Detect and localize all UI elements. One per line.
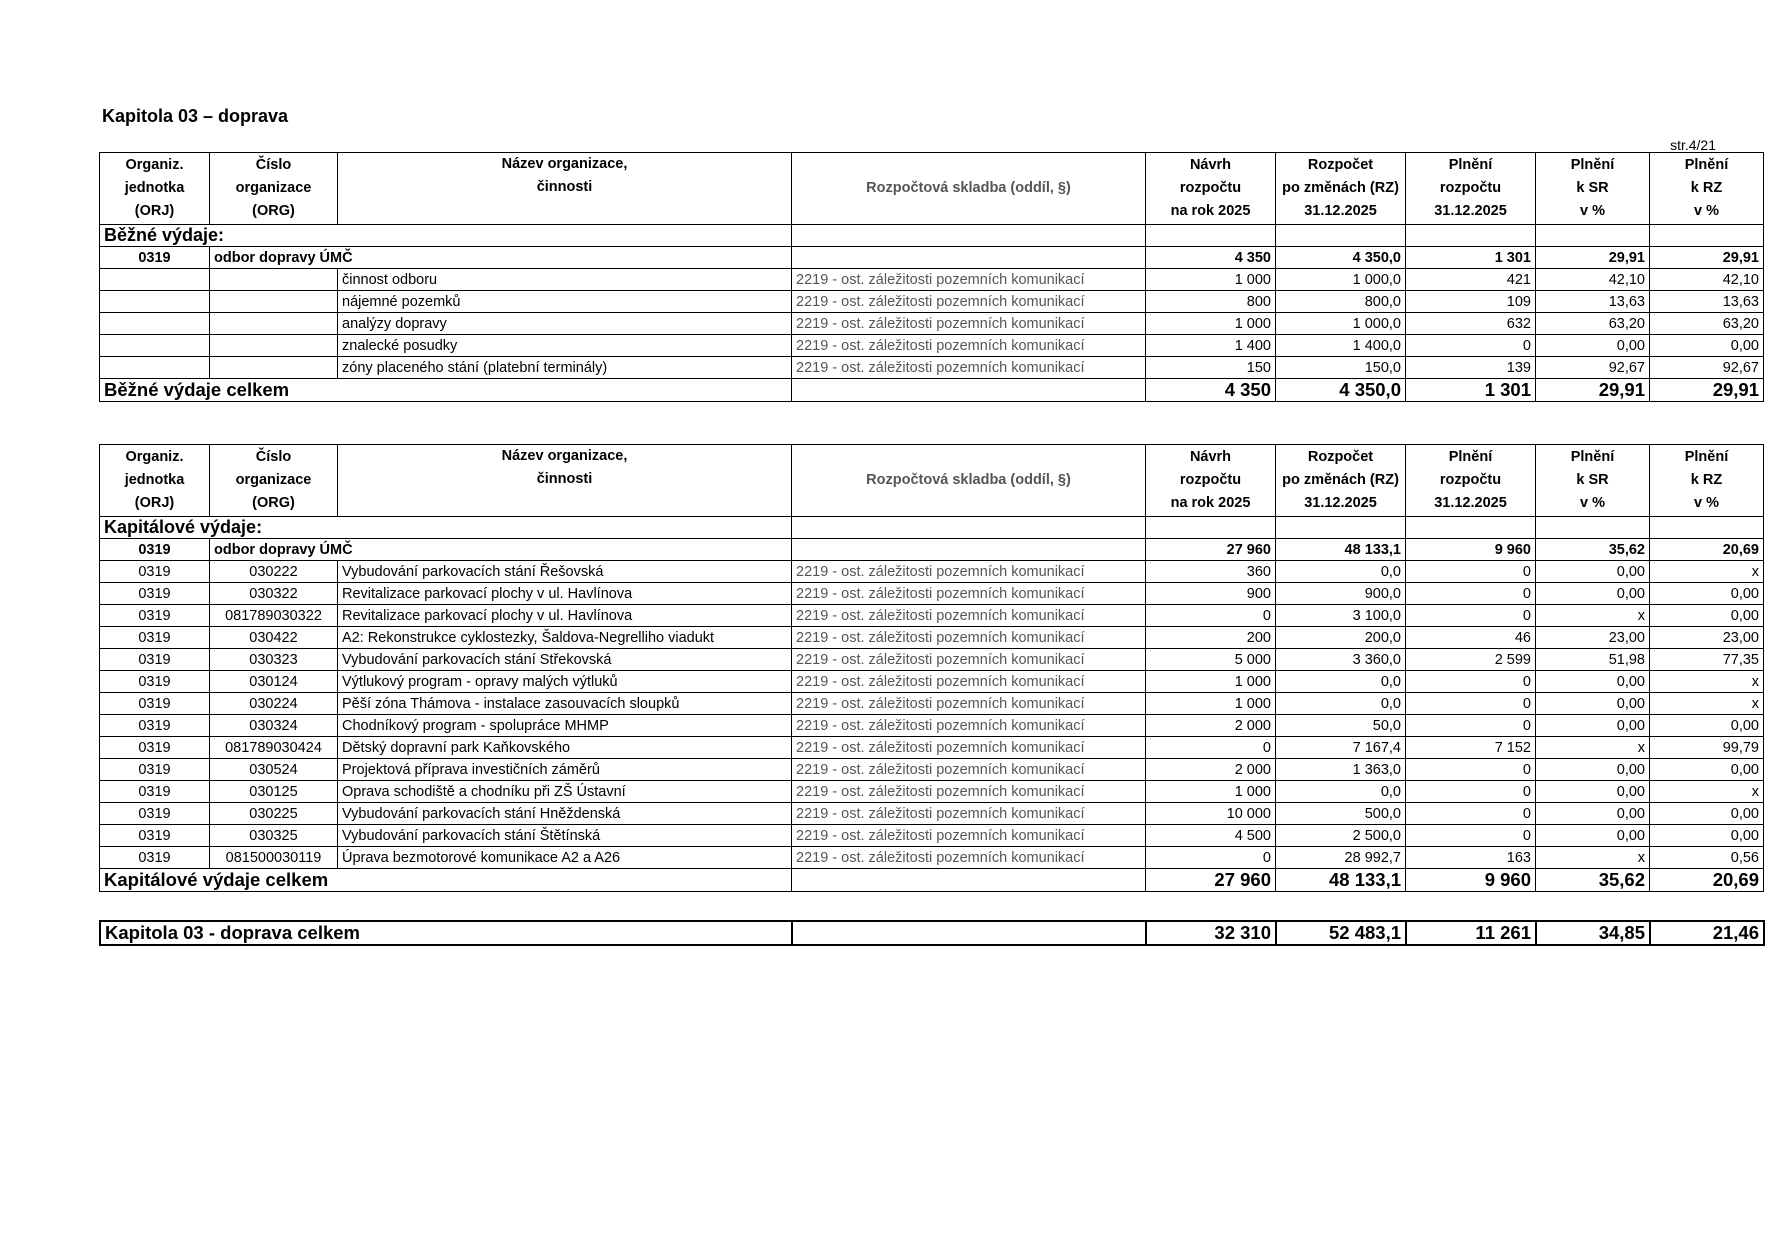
rz-cell: 1 000,0 [1276,313,1406,335]
plneni-cell: 46 [1406,627,1536,649]
rz-cell: 2 500,0 [1276,825,1406,847]
navrh-cell: 1 000 [1146,693,1276,715]
rz-cell: 28 992,7 [1276,847,1406,869]
project-name-cell: Vybudování parkovacích stání Řešovská [338,561,792,583]
org-cell: 030322 [210,583,338,605]
col-header-nazev: Název organizace, činnosti [338,153,792,225]
plneni-cell: 0 [1406,335,1536,357]
plneni-sr-cell: 51,98 [1536,649,1650,671]
col-header-rozpocet: Rozpočet po změnách (RZ) 31.12.2025 [1276,445,1406,517]
org-cell: 081500030119 [210,847,338,869]
navrh-cell: 900 [1146,583,1276,605]
bezne-vydaje-table [99,152,1764,402]
plneni-cell: 0 [1406,781,1536,803]
org-cell: 030224 [210,693,338,715]
rz-cell: 0,0 [1276,693,1406,715]
orj-cell: 0319 [100,781,210,803]
col-header-org: Číslo organizace (ORG) [210,445,338,517]
orj-cell: 0319 [100,649,210,671]
plneni-cell: 1 301 [1406,247,1536,269]
plneni-cell: 109 [1406,291,1536,313]
navrh-cell: 1 000 [1146,781,1276,803]
grand-total-row [100,921,1764,945]
grand-total-label: Kapitola 03 - doprava celkem [100,921,792,945]
skladba-cell: 2219 - ost. záležitosti pozemních komunikací [792,649,1146,671]
plneni-rz-cell: 29,91 [1650,247,1764,269]
plneni-sr-cell: 0,00 [1536,715,1650,737]
rz-cell: 52 483,1 [1276,921,1406,945]
plneni-rz-cell: 42,10 [1650,269,1764,291]
navrh-cell: 0 [1146,605,1276,627]
col-header-skladba: Rozpočtová skladba (oddíl, §) [792,445,1146,517]
col-header-navrh: Návrh rozpočtu na rok 2025 [1146,445,1276,517]
table-row [100,335,1764,357]
plneni-sr-cell: 63,20 [1536,313,1650,335]
org-cell: 030422 [210,627,338,649]
navrh-cell: 10 000 [1146,803,1276,825]
navrh-cell: 1 000 [1146,671,1276,693]
org-name-cell: odbor dopravy ÚMČ [210,247,792,269]
plneni-rz-cell: 92,67 [1650,357,1764,379]
plneni-sr-cell: 0,00 [1536,335,1650,357]
orj-cell: 0319 [100,539,210,561]
navrh-cell: 1 000 [1146,269,1276,291]
plneni-rz-cell: 0,00 [1650,825,1764,847]
skladba-cell: 2219 - ost. záležitosti pozemních komunikací [792,335,1146,357]
kapitalove-vydaje-table [99,444,1764,892]
plneni-sr-cell: 29,91 [1536,247,1650,269]
plneni-rz-cell: x [1650,781,1764,803]
col-header-plneni-sr: Plnění k SR v % [1536,153,1650,225]
org-summary-row [100,539,1764,561]
col-header-plneni-rz: Plnění k RZ v % [1650,153,1764,225]
project-name-cell: Úprava bezmotorové komunikace A2 a A26 [338,847,792,869]
table-row [100,313,1764,335]
table-row [100,781,1764,803]
orj-cell: 0319 [100,605,210,627]
skladba-cell: 2219 - ost. záležitosti pozemních komunikací [792,781,1146,803]
col-header-orj: Organiz. jednotka (ORJ) [100,153,210,225]
navrh-cell: 2 000 [1146,759,1276,781]
activity-name-cell: znalecké posudky [338,335,792,357]
plneni-rz-cell: 63,20 [1650,313,1764,335]
plneni-sr-cell: 0,00 [1536,671,1650,693]
section-label: Běžné výdaje: [100,225,792,247]
page-number: str.4/21 [1670,137,1716,153]
plneni-cell: 632 [1406,313,1536,335]
navrh-cell: 4 350 [1146,379,1276,402]
plneni-rz-cell: 20,69 [1650,869,1764,892]
activity-name-cell: činnost odboru [338,269,792,291]
skladba-cell: 2219 - ost. záležitosti pozemních komunikací [792,759,1146,781]
rz-cell: 7 167,4 [1276,737,1406,759]
skladba-cell: 2219 - ost. záležitosti pozemních komunikací [792,847,1146,869]
plneni-rz-cell: x [1650,693,1764,715]
plneni-rz-cell: 0,00 [1650,803,1764,825]
rz-cell: 500,0 [1276,803,1406,825]
project-name-cell: Vybudování parkovacích stání Štětínská [338,825,792,847]
plneni-sr-cell: x [1536,847,1650,869]
rz-cell: 1 400,0 [1276,335,1406,357]
org-name-cell: odbor dopravy ÚMČ [210,539,792,561]
plneni-rz-cell: 0,00 [1650,715,1764,737]
plneni-sr-cell: x [1536,605,1650,627]
plneni-rz-cell: 0,00 [1650,605,1764,627]
plneni-rz-cell: 77,35 [1650,649,1764,671]
plneni-cell: 9 960 [1406,539,1536,561]
org-cell: 030125 [210,781,338,803]
plneni-sr-cell: 23,00 [1536,627,1650,649]
total-label: Kapitálové výdaje celkem [100,869,792,892]
skladba-cell: 2219 - ost. záležitosti pozemních komunikací [792,313,1146,335]
navrh-cell: 5 000 [1146,649,1276,671]
table-row [100,649,1764,671]
table-header [100,153,1764,225]
plneni-rz-cell: 0,00 [1650,759,1764,781]
orj-cell: 0319 [100,825,210,847]
table-row [100,671,1764,693]
navrh-cell: 360 [1146,561,1276,583]
plneni-rz-cell: 21,46 [1650,921,1764,945]
skladba-cell: 2219 - ost. záležitosti pozemních komunikací [792,605,1146,627]
section-total-row [100,379,1764,402]
plneni-cell: 139 [1406,357,1536,379]
table-row [100,357,1764,379]
orj-cell: 0319 [100,847,210,869]
plneni-sr-cell: 0,00 [1536,693,1650,715]
col-header-plneni: Plnění rozpočtu 31.12.2025 [1406,153,1536,225]
rz-cell: 3 100,0 [1276,605,1406,627]
project-name-cell: Výtlukový program - opravy malých výtluků [338,671,792,693]
plneni-cell: 9 960 [1406,869,1536,892]
plneni-rz-cell: 13,63 [1650,291,1764,313]
skladba-cell: 2219 - ost. záležitosti pozemních komunikací [792,357,1146,379]
plneni-sr-cell: x [1536,737,1650,759]
skladba-cell: 2219 - ost. záležitosti pozemních komunikací [792,671,1146,693]
table-row [100,737,1764,759]
plneni-rz-cell: x [1650,671,1764,693]
project-name-cell: Pěší zóna Thámova - instalace zasouvacích sloupků [338,693,792,715]
table-row [100,627,1764,649]
table-row [100,759,1764,781]
project-name-cell: A2: Rekonstrukce cyklostezky, Šaldova-Negrelliho viadukt [338,627,792,649]
project-name-cell: Oprava schodiště a chodníku při ZŠ Ústavní [338,781,792,803]
navrh-cell: 800 [1146,291,1276,313]
col-header-plneni: Plnění rozpočtu 31.12.2025 [1406,445,1536,517]
plneni-cell: 1 301 [1406,379,1536,402]
plneni-rz-cell: 0,00 [1650,335,1764,357]
org-cell: 030124 [210,671,338,693]
table-row [100,291,1764,313]
table-row [100,561,1764,583]
plneni-cell: 0 [1406,671,1536,693]
plneni-rz-cell: x [1650,561,1764,583]
plneni-cell: 0 [1406,759,1536,781]
section-total-row [100,869,1764,892]
activity-name-cell: zóny placeného stání (platební terminály) [338,357,792,379]
org-cell: 030323 [210,649,338,671]
total-label: Běžné výdaje celkem [100,379,792,402]
plneni-cell: 2 599 [1406,649,1536,671]
orj-cell: 0319 [100,671,210,693]
page-title: Kapitola 03 – doprava [102,106,289,126]
rz-cell: 0,0 [1276,781,1406,803]
org-cell: 081789030322 [210,605,338,627]
plneni-sr-cell: 34,85 [1536,921,1650,945]
orj-cell: 0319 [100,583,210,605]
orj-cell: 0319 [100,247,210,269]
plneni-cell: 421 [1406,269,1536,291]
rz-cell: 3 360,0 [1276,649,1406,671]
table-row [100,715,1764,737]
plneni-cell: 0 [1406,803,1536,825]
plneni-rz-cell: 20,69 [1650,539,1764,561]
col-header-plneni-sr: Plnění k SR v % [1536,445,1650,517]
org-summary-row [100,247,1764,269]
rz-cell: 50,0 [1276,715,1406,737]
navrh-cell: 200 [1146,627,1276,649]
plneni-rz-cell: 29,91 [1650,379,1764,402]
skladba-cell: 2219 - ost. záležitosti pozemních komunikací [792,583,1146,605]
skladba-cell: 2219 - ost. záležitosti pozemních komunikací [792,291,1146,313]
plneni-sr-cell: 0,00 [1536,583,1650,605]
org-cell: 030325 [210,825,338,847]
navrh-cell: 1 400 [1146,335,1276,357]
plneni-sr-cell: 35,62 [1536,869,1650,892]
plneni-rz-cell: 0,56 [1650,847,1764,869]
rz-cell: 48 133,1 [1276,539,1406,561]
rz-cell: 1 000,0 [1276,269,1406,291]
grand-total-table [99,920,1765,946]
org-cell: 030524 [210,759,338,781]
plneni-cell: 0 [1406,693,1536,715]
plneni-rz-cell: 99,79 [1650,737,1764,759]
table-row [100,847,1764,869]
col-header-org: Číslo organizace (ORG) [210,153,338,225]
project-name-cell: Revitalizace parkovací plochy v ul. Havlínova [338,583,792,605]
plneni-sr-cell: 0,00 [1536,781,1650,803]
navrh-cell: 4 500 [1146,825,1276,847]
plneni-sr-cell: 42,10 [1536,269,1650,291]
orj-cell: 0319 [100,803,210,825]
table-row [100,583,1764,605]
plneni-cell: 0 [1406,825,1536,847]
project-name-cell: Dětský dopravní park Kaňkovského [338,737,792,759]
org-cell: 030225 [210,803,338,825]
plneni-sr-cell: 92,67 [1536,357,1650,379]
org-cell: 030222 [210,561,338,583]
table-row [100,825,1764,847]
rz-cell: 4 350,0 [1276,379,1406,402]
orj-cell: 0319 [100,561,210,583]
col-header-skladba: Rozpočtová skladba (oddíl, §) [792,153,1146,225]
plneni-rz-cell: 23,00 [1650,627,1764,649]
table-header [100,445,1764,517]
activity-name-cell: nájemné pozemků [338,291,792,313]
project-name-cell: Vybudování parkovacích stání Střekovská [338,649,792,671]
plneni-rz-cell: 0,00 [1650,583,1764,605]
activity-name-cell: analýzy dopravy [338,313,792,335]
plneni-sr-cell: 13,63 [1536,291,1650,313]
navrh-cell: 150 [1146,357,1276,379]
skladba-cell: 2219 - ost. záležitosti pozemních komunikací [792,561,1146,583]
project-name-cell: Chodníkový program - spolupráce MHMP [338,715,792,737]
plneni-cell: 7 152 [1406,737,1536,759]
col-header-orj: Organiz. jednotka (ORJ) [100,445,210,517]
col-header-plneni-rz: Plnění k RZ v % [1650,445,1764,517]
section-label-row [100,517,1764,539]
rz-cell: 1 363,0 [1276,759,1406,781]
plneni-sr-cell: 0,00 [1536,561,1650,583]
plneni-cell: 0 [1406,561,1536,583]
navrh-cell: 32 310 [1146,921,1276,945]
rz-cell: 48 133,1 [1276,869,1406,892]
skladba-cell: 2219 - ost. záležitosti pozemních komunikací [792,269,1146,291]
plneni-cell: 163 [1406,847,1536,869]
table-row [100,605,1764,627]
plneni-cell: 0 [1406,605,1536,627]
skladba-cell: 2219 - ost. záležitosti pozemních komunikací [792,693,1146,715]
navrh-cell: 27 960 [1146,869,1276,892]
col-header-navrh: Návrh rozpočtu na rok 2025 [1146,153,1276,225]
navrh-cell: 27 960 [1146,539,1276,561]
project-name-cell: Revitalizace parkovací plochy v ul. Havlínova [338,605,792,627]
skladba-cell: 2219 - ost. záležitosti pozemních komunikací [792,715,1146,737]
navrh-cell: 2 000 [1146,715,1276,737]
plneni-cell: 11 261 [1406,921,1536,945]
navrh-cell: 0 [1146,847,1276,869]
col-header-nazev: Název organizace, činnosti [338,445,792,517]
rz-cell: 800,0 [1276,291,1406,313]
rz-cell: 0,0 [1276,671,1406,693]
plneni-cell: 0 [1406,715,1536,737]
col-header-rozpocet: Rozpočet po změnách (RZ) 31.12.2025 [1276,153,1406,225]
table-row [100,269,1764,291]
navrh-cell: 0 [1146,737,1276,759]
skladba-cell: 2219 - ost. záležitosti pozemních komunikací [792,627,1146,649]
skladba-cell: 2219 - ost. záležitosti pozemních komunikací [792,737,1146,759]
plneni-sr-cell: 0,00 [1536,825,1650,847]
project-name-cell: Vybudování parkovacích stání Hněždenská [338,803,792,825]
org-cell: 081789030424 [210,737,338,759]
rz-cell: 0,0 [1276,561,1406,583]
orj-cell: 0319 [100,759,210,781]
table-row [100,803,1764,825]
orj-cell: 0319 [100,627,210,649]
rz-cell: 200,0 [1276,627,1406,649]
orj-cell: 0319 [100,737,210,759]
section-label: Kapitálové výdaje: [100,517,792,539]
table-row [100,693,1764,715]
rz-cell: 4 350,0 [1276,247,1406,269]
plneni-sr-cell: 29,91 [1536,379,1650,402]
rz-cell: 150,0 [1276,357,1406,379]
project-name-cell: Projektová příprava investičních záměrů [338,759,792,781]
navrh-cell: 1 000 [1146,313,1276,335]
section-label-row [100,225,1764,247]
plneni-cell: 0 [1406,583,1536,605]
orj-cell: 0319 [100,693,210,715]
plneni-sr-cell: 35,62 [1536,539,1650,561]
plneni-sr-cell: 0,00 [1536,759,1650,781]
plneni-sr-cell: 0,00 [1536,803,1650,825]
org-cell: 030324 [210,715,338,737]
skladba-cell: 2219 - ost. záležitosti pozemních komunikací [792,803,1146,825]
rz-cell: 900,0 [1276,583,1406,605]
skladba-cell: 2219 - ost. záležitosti pozemních komunikací [792,825,1146,847]
orj-cell: 0319 [100,715,210,737]
navrh-cell: 4 350 [1146,247,1276,269]
